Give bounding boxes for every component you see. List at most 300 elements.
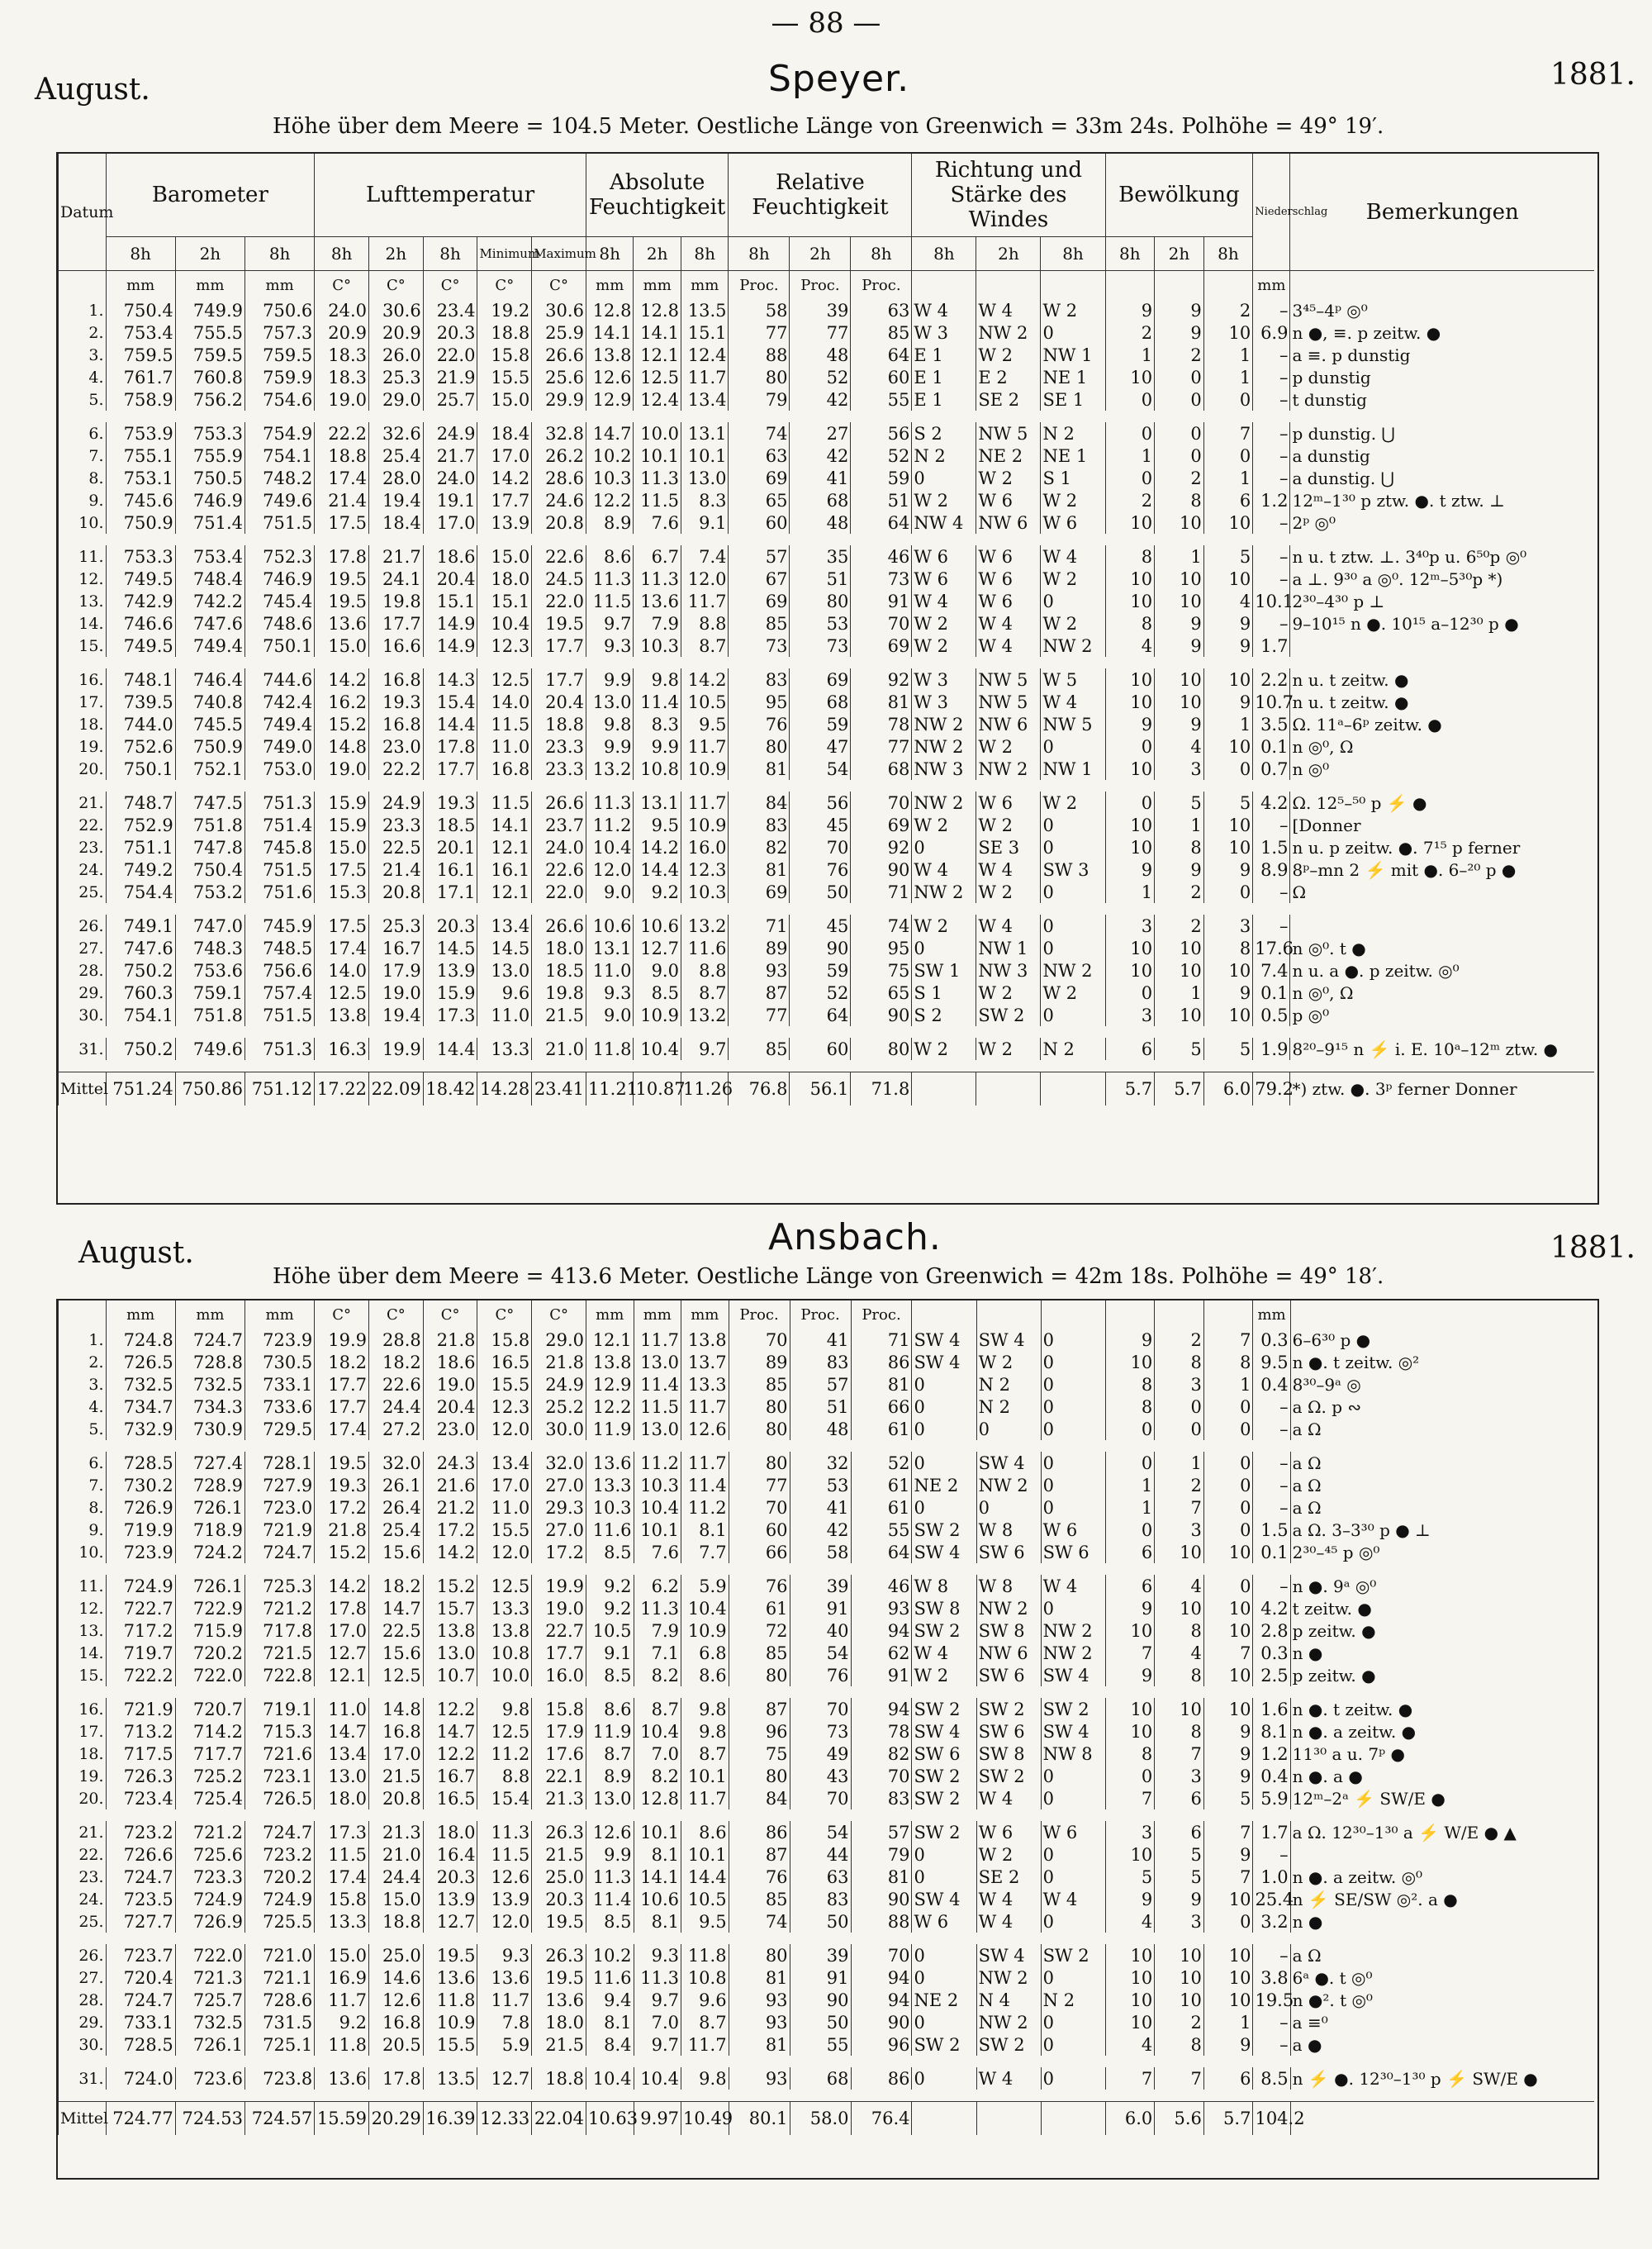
value-cell: 48 [790,344,851,366]
value-cell: 85 [729,612,790,635]
value-cell: 1 [1105,1474,1155,1496]
value-cell: 42 [790,1519,851,1541]
day-cell: 18. [59,1743,107,1765]
value-cell: 59 [851,467,912,489]
value-cell: 9.6 [681,1989,729,2011]
value-cell: – [1253,299,1290,321]
value-cell: 10 [1155,511,1204,534]
value-cell: SW 2 [912,1765,976,1787]
value-cell: 71 [729,915,790,937]
value-cell: 78 [851,1720,912,1743]
value-cell: W 2 [912,635,976,657]
day-cell: 6. [59,422,107,445]
value-cell: 17.8 [315,545,369,568]
value-cell: 9.5 [681,1910,729,1933]
value-cell: 13.0 [634,1351,681,1373]
value-cell: 25.3 [368,915,423,937]
day-cell: 19. [59,1765,107,1787]
value-cell: 13.9 [477,511,532,534]
value-cell: 10.6 [634,1888,681,1910]
value-cell: 27 [790,422,851,445]
value-cell: NE 2 [976,445,1041,467]
value-cell: 55 [851,388,912,411]
value-cell: 85 [729,1888,790,1910]
value-cell: 81 [851,1866,912,1888]
value-cell: S 1 [1041,467,1105,489]
value-cell: 19.5 [532,1910,586,1933]
value-cell: 726.9 [106,1496,175,1519]
value-cell: 10.4 [634,1496,681,1519]
year-label: 1881. [1550,1231,1635,1265]
remark-cell: Ω. 12⁵–⁵⁰ p ⚡ ● [1290,792,1594,814]
value-cell: 1 [1155,814,1204,836]
day-cell: 21. [59,792,107,814]
value-cell: 24.0 [423,467,477,489]
value-cell: 19.4 [368,1004,423,1026]
value-cell [976,2102,1041,2136]
value-cell: NE 2 [912,1474,976,1496]
value-cell: 11.3 [634,568,681,590]
table-row [59,1496,1595,1519]
value-cell: SW 4 [976,1944,1041,1966]
value-cell: 730.5 [245,1351,315,1373]
table-row [59,1474,1595,1496]
value-cell: 742.4 [244,691,314,713]
value-cell: 9 [1203,982,1253,1004]
value-cell: 754.9 [244,422,314,445]
value-cell: 0 [1041,915,1105,937]
value-cell: 18.42 [423,1072,477,1106]
value-cell: 10.1 [634,1519,681,1541]
value-cell: 5 [1203,792,1253,814]
value-cell: 10 [1105,814,1155,836]
value-cell: 11.7 [681,792,729,814]
value-cell: 17.0 [423,511,477,534]
day-cell: 20. [59,1787,107,1809]
value-cell: W 2 [912,1664,976,1686]
relative-feuchtigkeit-header: Relative Feuchtigkeit [729,154,912,237]
value-cell: 15.59 [315,2102,369,2136]
value-cell: W 2 [976,814,1041,836]
value-cell: 10.4 [477,612,532,635]
value-cell: 9.3 [586,635,634,657]
value-cell: mm [634,1300,681,1329]
year-label: 1881. [1550,58,1635,92]
value-cell: 19.5 [532,612,586,635]
day-cell: 22. [59,814,107,836]
value-cell: 1.5 [1253,836,1290,858]
value-cell: 10 [1105,836,1155,858]
value-cell: 11.7 [681,1452,729,1474]
value-cell: W 4 [976,612,1041,635]
value-cell: 80.1 [729,2102,790,2136]
value-cell: 719.1 [245,1698,315,1720]
value-cell: NW 6 [976,713,1041,735]
day-cell: Mittel [59,1072,107,1106]
value-cell: W 6 [976,489,1041,511]
value-cell: NE 1 [1041,445,1105,467]
value-cell: 15.6 [368,1541,423,1563]
remark-cell: n ●. t zeitw. ● [1290,1698,1594,1720]
value-cell: 0.1 [1253,982,1290,1004]
value-cell: 728.8 [175,1351,244,1373]
value-cell: 90 [851,2011,912,2033]
value-cell: 12.6 [586,1821,634,1843]
table-row [59,1910,1595,1933]
value-cell: 732.5 [175,1373,244,1396]
value-cell: 56 [851,422,912,445]
value-cell: 17.3 [423,1004,477,1026]
value-cell: 10 [1105,1944,1155,1966]
value-cell: C° [477,271,532,300]
value-cell: mm [245,1300,315,1329]
value-cell: 10.3 [586,1496,634,1519]
col-8h: 8h [315,237,369,271]
gap-cell [59,1060,1595,1072]
value-cell: W 4 [976,299,1041,321]
value-cell: 12.5 [477,668,532,691]
value-cell: 0 [912,1396,976,1418]
value-cell: mm [244,271,314,300]
value-cell: N 2 [976,1396,1041,1418]
value-cell: 91 [790,1597,851,1619]
value-cell: 10 [1203,511,1253,534]
value-cell: 726.5 [245,1787,315,1809]
remark-cell: 3⁴⁵–4ᵖ ◎⁰ [1290,299,1594,321]
table-row [59,1664,1595,1686]
value-cell: 17.5 [315,858,369,881]
value-cell: 720.4 [106,1966,175,1989]
value-cell: 9.7 [634,1989,681,2011]
value-cell: 17.0 [477,445,532,467]
value-cell: 48 [790,511,851,534]
value-cell: 745.4 [244,590,314,612]
value-cell: 55 [851,1519,912,1541]
day-cell: 5. [59,1418,107,1440]
value-cell: 8.1 [1253,1720,1290,1743]
value-cell: 17.5 [315,915,369,937]
value-cell: 11.21 [586,1072,634,1106]
value-cell: 88 [729,344,790,366]
value-cell: 5.7 [1105,1072,1155,1106]
remark-cell: a Ω [1290,1474,1594,1496]
value-cell: 17.8 [315,1597,369,1619]
value-cell: 8.5 [634,982,681,1004]
value-cell: SW 1 [912,959,976,982]
value-cell: – [1253,915,1290,937]
value-cell: 3 [1105,1821,1155,1843]
value-cell: 13.7 [681,1351,729,1373]
day-cell: 15. [59,1664,107,1686]
value-cell: 9 [1105,299,1155,321]
value-cell: 83 [729,668,790,691]
value-cell: 1.7 [1253,635,1290,657]
value-cell: 25.4 [1253,1888,1290,1910]
value-cell: 12.1 [477,836,532,858]
table-row [59,1373,1595,1396]
value-cell: 23.3 [532,735,586,758]
day-cell: 11. [59,1575,107,1597]
value-cell: 11.3 [586,792,634,814]
value-cell: 7 [1155,2067,1204,2090]
value-cell: 10.4 [634,1720,681,1743]
value-cell: 11.3 [586,568,634,590]
value-cell: 40 [790,1619,851,1642]
value-cell: 18.8 [532,713,586,735]
remark-cell: a ● [1290,2033,1594,2056]
ansbach-body [59,1300,1595,2135]
value-cell: 11.3 [477,1821,532,1843]
value-cell: 10.4 [586,836,634,858]
value-cell: 12.6 [681,1418,729,1440]
value-cell: W 2 [976,1038,1041,1060]
value-cell: 11.4 [586,1888,634,1910]
value-cell: 10 [1105,1843,1155,1866]
value-cell: 9.9 [586,735,634,758]
value-cell: 13.3 [681,1373,729,1396]
table-row [59,792,1595,814]
value-cell: 12.2 [423,1698,477,1720]
value-cell: 9.2 [315,2011,369,2033]
value-cell: 748.2 [244,467,314,489]
value-cell: 12.7 [315,1642,369,1664]
remark-cell: 2³⁰–4³⁰ p ⊥ [1290,590,1594,612]
row-gap [59,780,1595,792]
value-cell: 0 [1203,1519,1253,1541]
value-cell: 80 [729,1765,790,1787]
value-cell: 17.0 [368,1743,423,1765]
value-cell: 45 [790,915,851,937]
value-cell: 7.7 [681,1541,729,1563]
value-cell: 8 [1203,937,1253,959]
value-cell: 3.2 [1253,1910,1290,1933]
value-cell: 16.4 [423,1843,477,1866]
value-cell: 21.0 [532,1038,586,1060]
value-cell: 724.0 [106,2067,175,2090]
value-cell: 8 [1203,1351,1253,1373]
value-cell: 12.5 [368,1664,423,1686]
value-cell: 746.6 [106,612,175,635]
value-cell: 9.9 [586,668,634,691]
value-cell: 11.7 [681,1787,729,1809]
value-cell: 0 [1155,422,1204,445]
value-cell: W 8 [976,1575,1041,1597]
value-cell: 18.5 [423,814,477,836]
value-cell: W 2 [976,735,1041,758]
value-cell: 21.0 [368,1843,423,1866]
value-cell: 747.5 [175,792,244,814]
value-cell: 0 [1041,1329,1105,1351]
value-cell: NW 2 [976,1966,1041,1989]
value-cell: 750.86 [175,1072,244,1106]
day-cell: 28. [59,1989,107,2011]
value-cell: 1 [1155,1452,1204,1474]
value-cell: 60 [790,1038,851,1060]
col-2h: 2h [790,237,851,271]
value-cell: 9 [1105,858,1155,881]
remark-cell [1290,2102,1594,2136]
value-cell: 11.6 [586,1966,634,1989]
value-cell: – [1253,881,1290,903]
value-cell: 11.4 [634,1373,681,1396]
remark-cell: n ●. a ● [1290,1765,1594,1787]
value-cell: 2 [1155,467,1204,489]
value-cell: 15.0 [477,545,532,568]
value-cell: 14.6 [368,1966,423,1989]
value-cell: 6.0 [1203,1072,1253,1106]
value-cell: 53 [790,612,851,635]
value-cell: 50 [790,2011,851,2033]
value-cell: 0 [1041,735,1105,758]
value-cell: SE 2 [976,388,1041,411]
value-cell: 18.8 [368,1910,423,1933]
table-row [59,344,1595,366]
value-cell: 68 [851,758,912,780]
gap-cell [59,1563,1595,1575]
value-cell: 742.2 [175,590,244,612]
value-cell: 90 [851,858,912,881]
value-cell: 95 [851,937,912,959]
row-gap [59,2090,1595,2102]
value-cell: 733.6 [245,1396,315,1418]
value-cell: 89 [729,937,790,959]
col-8h: 8h [1105,237,1155,271]
mittel-row [59,1072,1595,1106]
value-cell: 15.6 [368,1642,423,1664]
value-cell: 13.6 [586,1452,634,1474]
value-cell: 12.1 [315,1664,369,1686]
value-cell: 10.7 [1253,691,1290,713]
value-cell: 18.4 [368,511,423,534]
value-cell: 748.5 [244,937,314,959]
value-cell: 19.3 [315,1474,369,1496]
value-cell: 9.7 [681,1038,729,1060]
value-cell: 81 [729,1966,790,1989]
value-cell: 752.1 [175,758,244,780]
value-cell: 759.5 [244,344,314,366]
value-cell: 8.6 [681,1821,729,1843]
value-cell: 24.4 [368,1866,423,1888]
value-cell: 1 [1203,2011,1253,2033]
value-cell: SW 2 [976,1765,1041,1787]
value-cell: 24.9 [368,792,423,814]
value-cell: 9 [1203,1743,1253,1765]
value-cell: W 4 [976,858,1041,881]
value-cell: 18.2 [315,1351,369,1373]
value-cell: 10.3 [634,1474,681,1496]
value-cell: 52 [851,445,912,467]
table-row [59,735,1595,758]
value-cell: 13.9 [477,1888,532,1910]
value-cell: 7.0 [634,2011,681,2033]
value-cell: 717.5 [106,1743,175,1765]
mittel-row [59,2102,1595,2136]
value-cell: 1.2 [1253,1743,1290,1765]
remark-cell: n ◎⁰, Ω [1290,735,1594,758]
value-cell: 85 [851,321,912,344]
remark-cell: n ◎⁰, Ω [1290,982,1594,1004]
value-cell: 16.8 [368,1720,423,1743]
value-cell: 14.0 [315,959,369,982]
value-cell: 2 [1105,321,1155,344]
value-cell: 91 [851,590,912,612]
value-cell: 10 [1203,1619,1253,1642]
day-cell: 1. [59,299,107,321]
value-cell: 748.6 [244,612,314,635]
value-cell: 12.0 [477,1541,532,1563]
value-cell: 747.0 [175,915,244,937]
value-cell: 753.3 [175,422,244,445]
value-cell: 51 [790,1396,851,1418]
value-cell: 10 [1155,1989,1204,2011]
row-gap [59,657,1595,668]
value-cell: 746.4 [175,668,244,691]
value-cell: 723.6 [175,2067,244,2090]
col-8h: 8h [244,237,314,271]
value-cell: 69 [729,467,790,489]
remark-cell: p zeitw. ● [1290,1619,1594,1642]
value-cell: 14.2 [681,668,729,691]
value-cell: 734.3 [175,1396,244,1418]
value-cell: SW 6 [1041,1541,1105,1563]
value-cell: E 1 [912,388,976,411]
value-cell: 721.5 [245,1642,315,1664]
value-cell: 58 [729,299,790,321]
value-cell: 714.2 [175,1720,244,1743]
value-cell: 88 [851,1910,912,1933]
remark-cell: *) ztw. ●. 3ᵖ ferner Donner [1290,1072,1594,1106]
value-cell: NW 6 [976,1642,1041,1664]
value-cell: 12.0 [586,858,634,881]
value-cell: W 6 [1041,511,1105,534]
value-cell: SW 2 [976,2033,1041,2056]
value-cell: 21.5 [532,2033,586,2056]
value-cell: 81 [729,2033,790,2056]
value-cell: 13.0 [315,1765,369,1787]
table-row [59,1575,1595,1597]
day-cell: 15. [59,635,107,657]
value-cell: 5.6 [1155,2102,1204,2136]
value-cell: 723.2 [106,1821,175,1843]
niederschlag-header: Niederschlag [1253,154,1290,271]
value-cell: 25.6 [532,366,586,388]
value-cell: 7 [1203,1329,1253,1351]
value-cell: 23.4 [423,299,477,321]
value-cell: 20.1 [423,836,477,858]
value-cell: 0 [912,467,976,489]
value-cell: 10.0 [477,1664,532,1686]
col-8h: 8h [681,237,729,271]
value-cell: – [1253,1418,1290,1440]
value-cell: 5 [1203,1787,1253,1809]
value-cell: 13.1 [586,937,634,959]
value-cell: 9 [1203,635,1253,657]
value-cell: 722.8 [245,1664,315,1686]
value-cell: 760.3 [106,982,175,1004]
wind-header: Richtung und Stärke des Windes [912,154,1105,237]
value-cell: 3 [1155,1519,1204,1541]
value-cell: 722.2 [106,1664,175,1686]
value-cell: 2.2 [1253,668,1290,691]
value-cell: 70 [790,1787,851,1809]
value-cell: 23.3 [368,814,423,836]
value-cell: 9 [1203,1765,1253,1787]
col-8h: 8h [106,237,175,271]
day-cell: 8. [59,467,107,489]
value-cell: – [1253,1474,1290,1496]
value-cell: 0 [1203,881,1253,903]
value-cell: 70 [790,1698,851,1720]
